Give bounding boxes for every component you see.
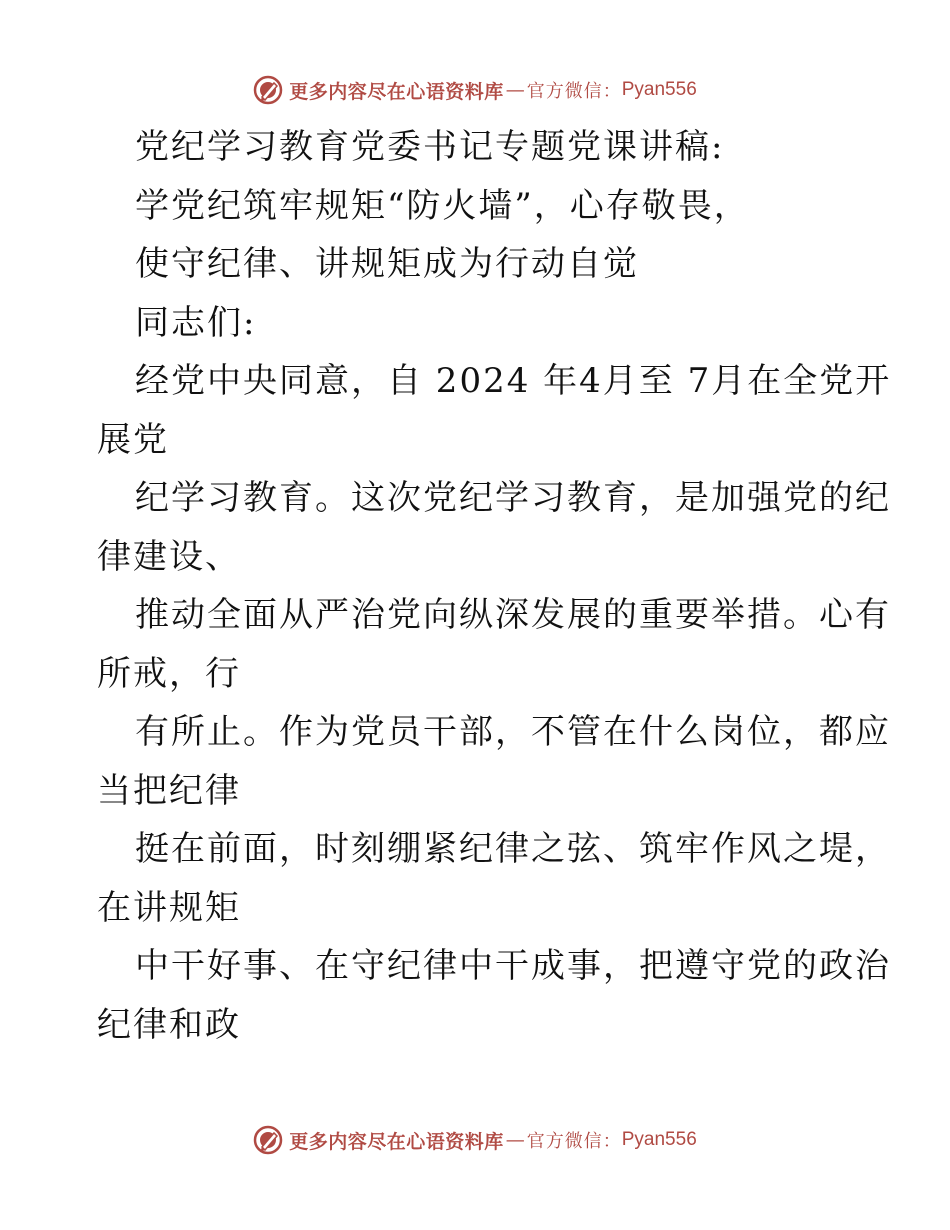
banner-dash: — [505, 79, 525, 101]
doc-paragraph-line: 律建设、 [97, 536, 241, 577]
document-body [97, 118, 892, 1054]
banner-site-text: 更多内容尽在心语资料库 [289, 80, 504, 103]
footer-watermark-banner [0, 1120, 950, 1160]
doc-paragraph-line: 纪学习教育。这次党纪学习教育，是加强党的纪 [135, 478, 891, 518]
banner-dash: — [505, 1129, 525, 1151]
doc-paragraph-line: 在讲规矩 [97, 887, 241, 928]
doc-paragraph-line: 所戒，行 [97, 653, 241, 694]
doc-paragraph-line: 经党中央同意，自 2024 年4月至 7月在全党开 [135, 361, 892, 401]
doc-salutation: 同志们: [135, 302, 257, 343]
doc-paragraph-line: 展党 [97, 419, 169, 460]
doc-paragraph-line: 推动全面从严治党向纵深发展的重要举措。心有 [135, 595, 891, 635]
doc-paragraph-line: 挺在前面，时刻绷紧纪律之弦、筑牢作风之堤， [135, 829, 891, 869]
header-watermark-banner [0, 70, 950, 110]
banner-wechat-id: Pyan556 [621, 1129, 697, 1150]
doc-subtitle-line-2: 使守纪律、讲规矩成为行动自觉 [135, 244, 639, 284]
doc-paragraph-line: 中干好事、在守纪律中干成事，把遵守党的政治 [135, 946, 891, 986]
pen-logo-icon [253, 75, 283, 105]
banner-official-label: 官方微信： [526, 81, 622, 102]
pen-logo-icon [253, 1125, 283, 1155]
doc-paragraph-line: 有所止。作为党员干部，不管在什么岗位，都应 [135, 712, 891, 752]
doc-subtitle-line-1: 学党纪筑牢规矩“防火墙”，心存敬畏， [135, 185, 750, 226]
banner-official-label: 官方微信： [526, 1131, 622, 1152]
banner-wechat-id: Pyan556 [621, 79, 697, 100]
banner-site-text: 更多内容尽在心语资料库 [289, 1130, 504, 1153]
doc-paragraph-line: 当把纪律 [97, 770, 241, 811]
doc-title-line: 党纪学习教育党委书记专题党课讲稿: [135, 127, 725, 167]
doc-paragraph-line: 纪律和政 [97, 1004, 241, 1045]
